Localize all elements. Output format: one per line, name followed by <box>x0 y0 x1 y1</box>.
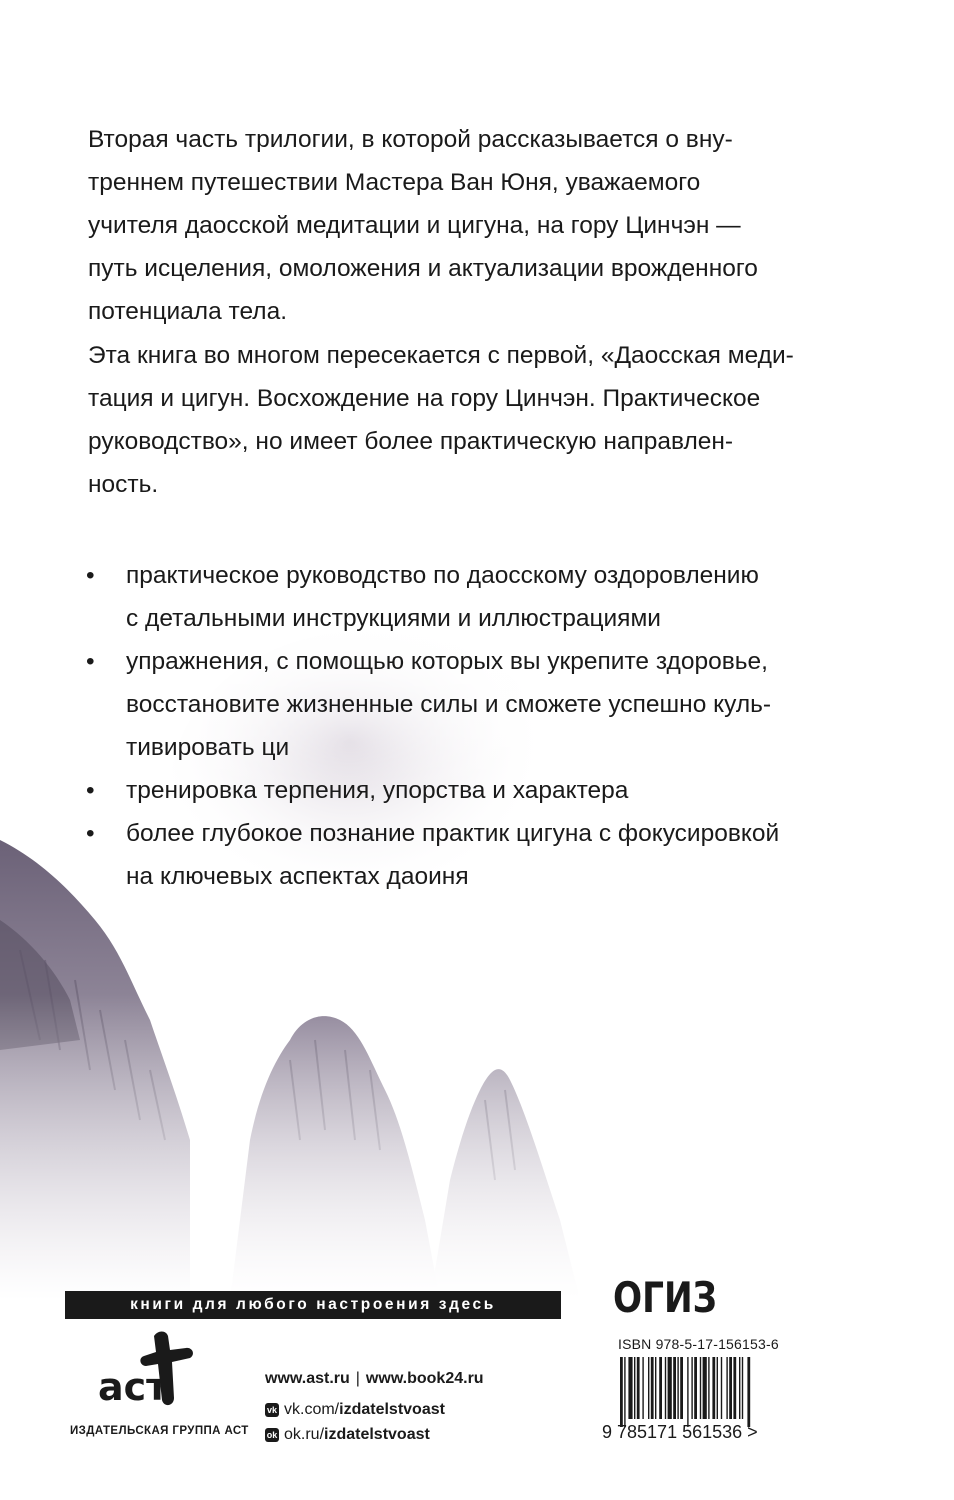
barcode-bar <box>721 1357 722 1419</box>
paragraph-1-line: Вторая часть трилогии, в которой рассказывается о вну- <box>88 126 733 153</box>
paragraph-1-line: треннем путешествии Мастера Ван Юня, уважаемого <box>88 169 701 196</box>
barcode-digits: 9 785171 561536 > <box>602 1422 758 1442</box>
barcode-icon <box>616 1357 798 1427</box>
barcode-bar <box>673 1357 676 1419</box>
paragraph-2-line: руководство», но имеет более практическую направлен- <box>88 428 734 455</box>
ok-icon: ok <box>266 1429 278 1440</box>
barcode-bar <box>677 1357 678 1419</box>
feature-list-item <box>88 812 844 898</box>
ok-handle: izdatelstvoast <box>324 1426 430 1443</box>
barcode-bar <box>680 1357 683 1419</box>
paragraph-1-line: путь исцеления, омоложения и актуализации врожденного <box>88 255 758 282</box>
vk-icon: vk <box>266 1404 277 1415</box>
paragraph-1-line: учителя даосской медитации и цигуна, на гору Цинчэн — <box>88 212 741 239</box>
barcode-bar <box>668 1357 672 1419</box>
vk-prefix: vk.com/ <box>284 1401 340 1418</box>
paragraph-2-line: тация и цигун. Восхождение на гору Цинчэн. Практическое <box>88 385 761 412</box>
feature-line: тивировать ци <box>126 734 290 761</box>
link-separator: | <box>355 1370 360 1387</box>
feature-line: на ключевых аспектах даоиня <box>126 863 469 890</box>
barcode-bar <box>628 1357 632 1419</box>
bullet-icon: • <box>86 562 95 589</box>
barcode-bar <box>712 1357 715 1419</box>
barcode-bar <box>694 1357 697 1419</box>
site-link-book24[interactable]: www.book24.ru <box>365 1370 484 1387</box>
paragraph-1-line: потенциала тела. <box>88 298 288 325</box>
feature-line: более глубокое познание практик цигуна с фокусировкой <box>126 820 780 847</box>
feature-line: тренировка терпения, упорства и характера <box>126 777 629 804</box>
vk-handle: izdatelstvoast <box>339 1401 445 1418</box>
barcode-bar <box>726 1357 727 1419</box>
barcode-bar <box>729 1357 732 1419</box>
barcode-bar <box>717 1357 718 1419</box>
barcode-bar <box>708 1357 709 1419</box>
isbn-label: ISBN 978-5-17-156153-6 <box>618 1336 779 1352</box>
bullet-icon: • <box>86 820 95 847</box>
paragraph-2-line: Эта книга во многом пересекается с первой, «Даосская меди- <box>88 342 794 369</box>
ogiz-logo-text: ОГИЗ <box>613 1273 717 1322</box>
barcode-bar <box>637 1357 640 1419</box>
barcode-bar <box>642 1357 643 1419</box>
ok-link[interactable] <box>265 1422 484 1447</box>
feature-list-item <box>88 769 844 812</box>
barcode-bar <box>733 1357 736 1419</box>
barcode-bar <box>687 1357 688 1427</box>
feature-list <box>88 554 844 898</box>
publisher-links <box>265 1366 484 1447</box>
paragraph-2-line: ность. <box>88 471 159 498</box>
site-link-ast[interactable]: www.ast.ru <box>265 1370 350 1387</box>
feature-line: упражнения, с помощью которых вы укрепите здоровье, <box>126 648 768 675</box>
ok-prefix: ok.ru/ <box>284 1426 325 1443</box>
barcode-bar <box>651 1357 654 1419</box>
barcode-bar <box>634 1357 635 1419</box>
barcode-bar <box>703 1357 707 1419</box>
barcode-bar <box>659 1357 662 1419</box>
feature-list-item <box>88 554 844 640</box>
description-paragraph-1 <box>88 118 844 333</box>
description-paragraph-2 <box>88 334 844 506</box>
barcode-bar <box>700 1357 701 1419</box>
barcode-bar <box>620 1357 623 1427</box>
bullet-icon: • <box>86 648 95 675</box>
barcode-bar <box>624 1357 625 1427</box>
feature-line: восстановите жизненные силы и сможете успешно куль- <box>126 691 772 718</box>
barcode-bar <box>739 1357 740 1419</box>
barcode-bar <box>742 1357 743 1419</box>
barcode-bar <box>691 1357 692 1419</box>
slogan-bar: книги для любого настроения здесь <box>65 1291 561 1319</box>
website-links <box>265 1366 484 1391</box>
publisher-caption: ИЗДАТЕЛЬСКАЯ ГРУППА АСТ <box>70 1425 249 1437</box>
vk-link[interactable] <box>265 1397 484 1422</box>
ogiz-logo-icon <box>613 1270 717 1322</box>
feature-line: с детальными инструкциями и иллюстрациями <box>126 605 661 632</box>
barcode-bar <box>648 1357 649 1419</box>
feature-list-item <box>88 640 844 769</box>
ast-logo-icon <box>92 1328 212 1414</box>
ast-logo-text: аст <box>98 1365 169 1409</box>
barcode-bar <box>655 1357 656 1419</box>
barcode-bar <box>747 1357 750 1427</box>
barcode-bar <box>665 1357 666 1419</box>
feature-line: практическое руководство по даосскому оздоровлению <box>126 562 759 589</box>
bullet-icon: • <box>86 777 95 804</box>
